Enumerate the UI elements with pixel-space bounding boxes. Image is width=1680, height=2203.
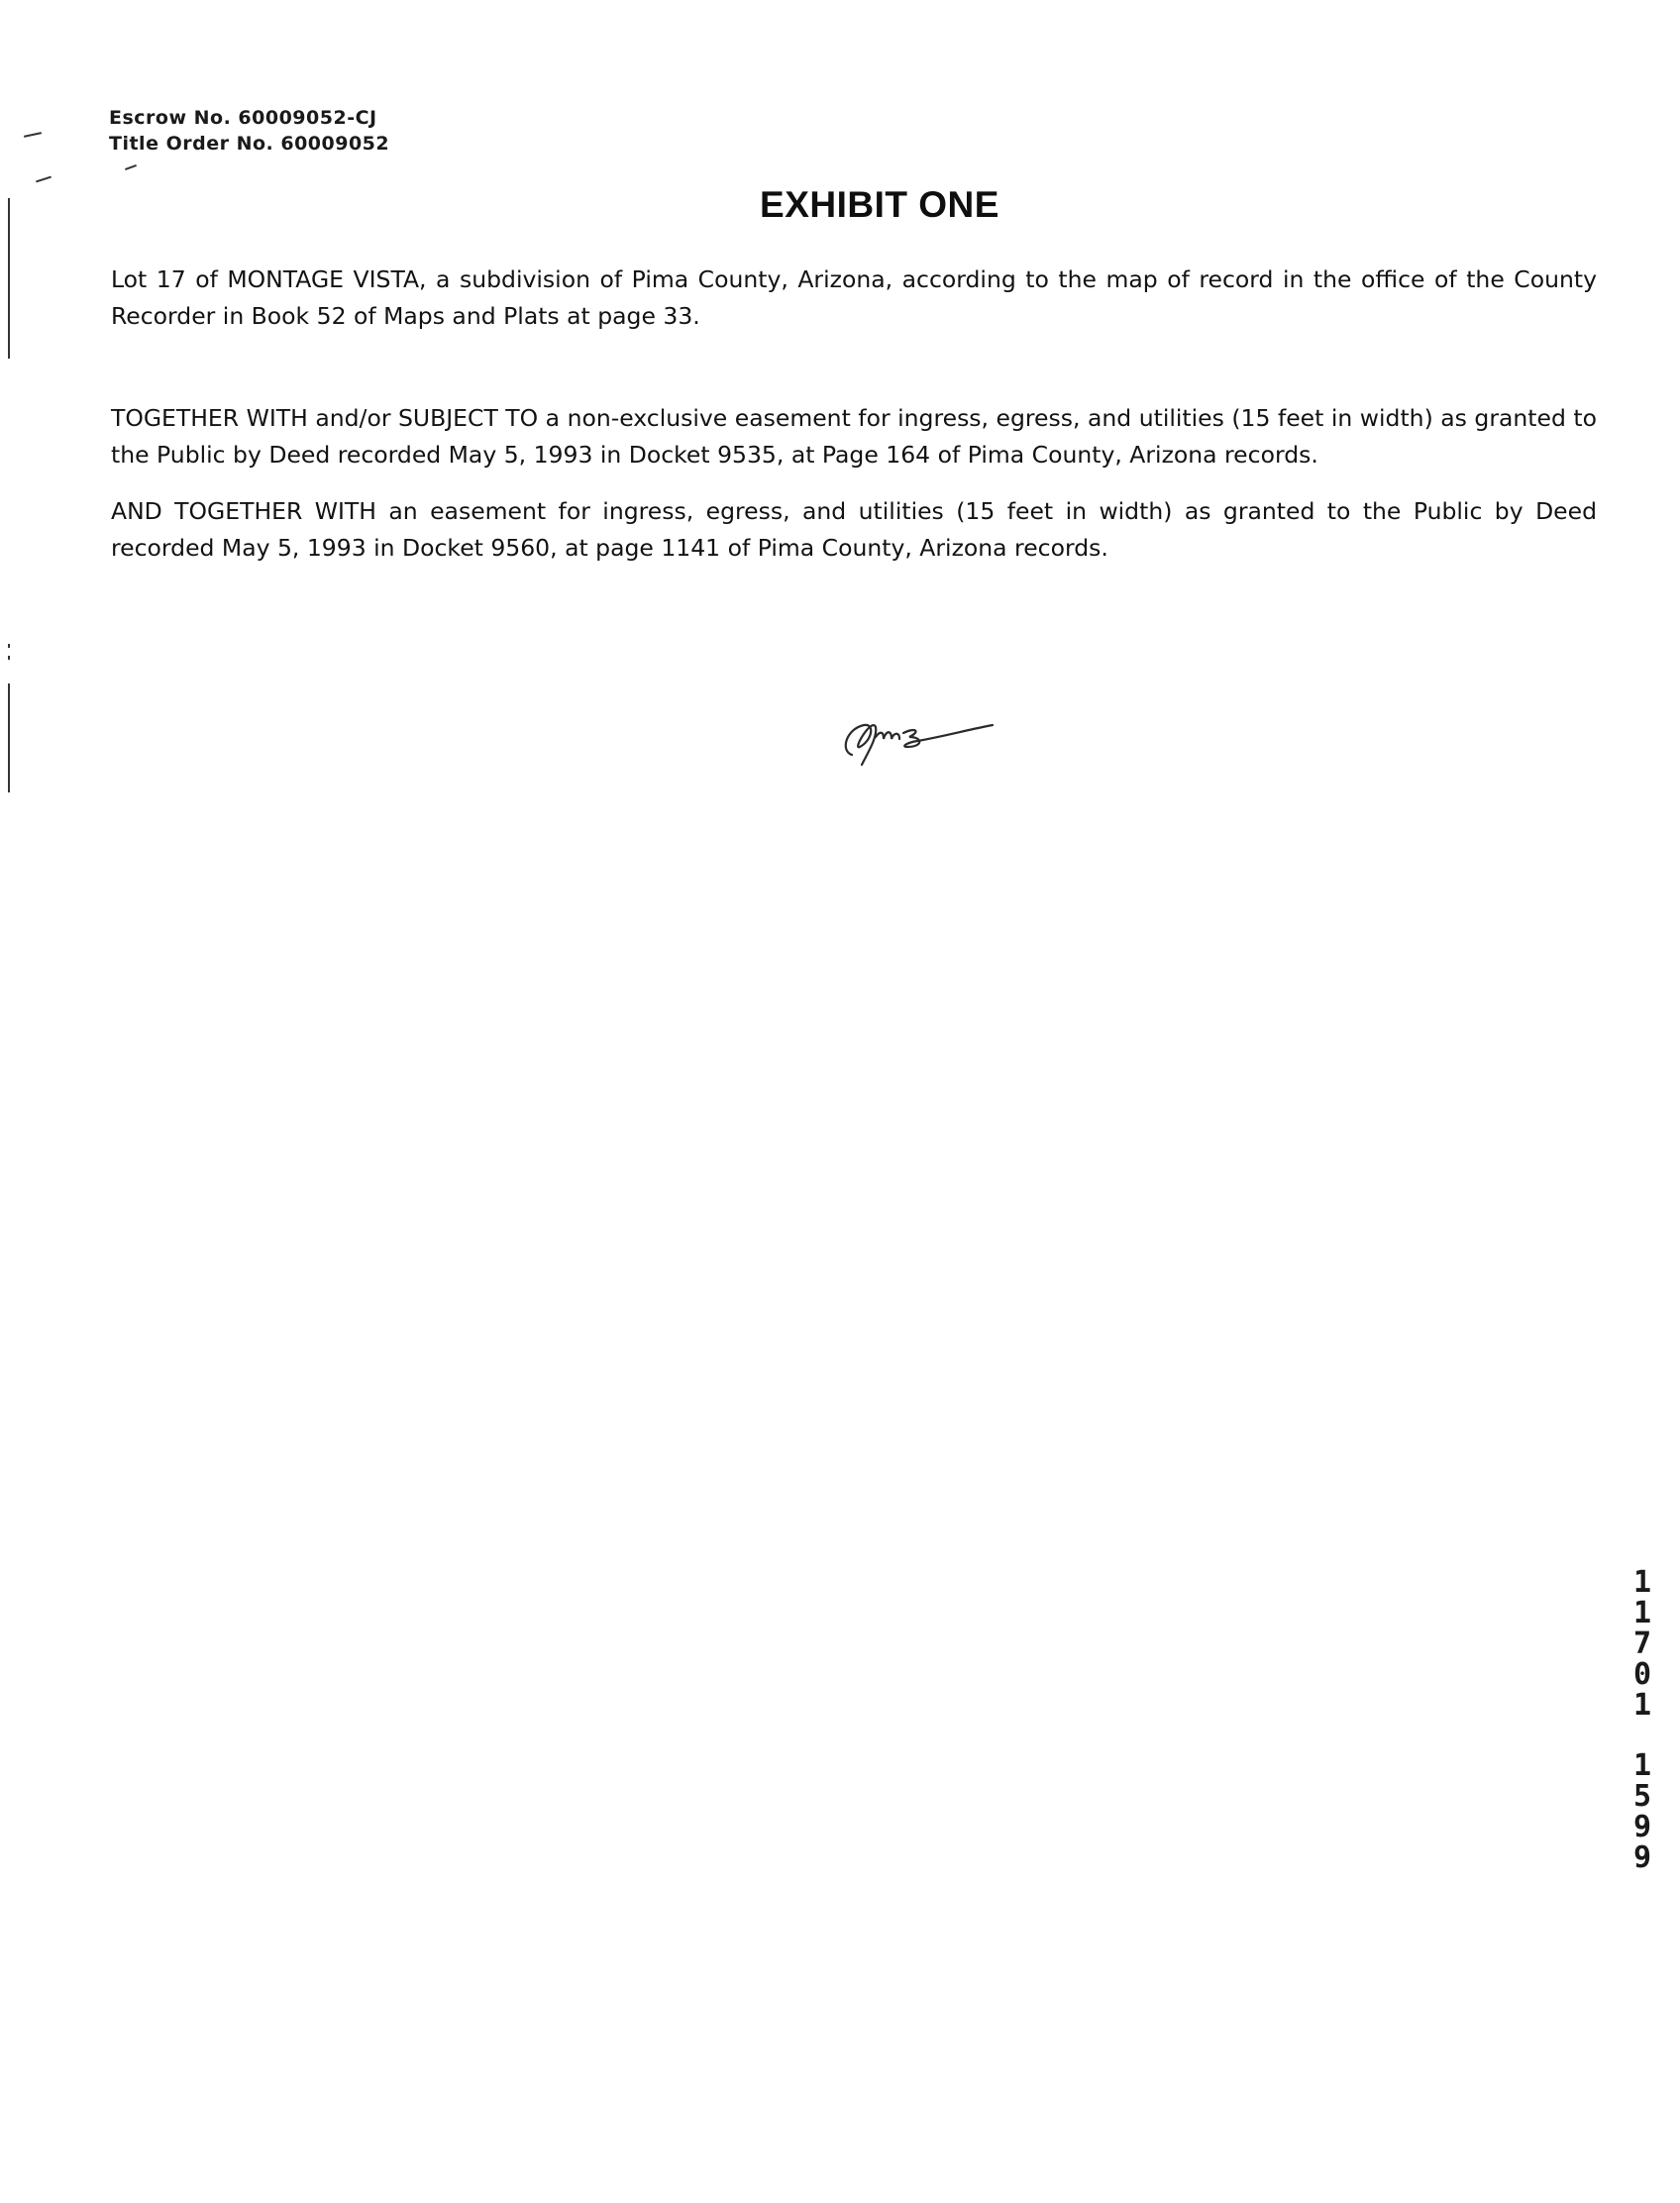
scan-margin-tick — [125, 164, 137, 170]
title-order-number: Title Order No. 60009052 — [109, 133, 390, 155]
page-digit: 1 — [1632, 1748, 1652, 1783]
docket-digit: 1 — [1632, 1688, 1652, 1723]
easement-paragraph-1: TOGETHER WITH and/or SUBJECT TO a non-exclusive easement for ingress, egress, and utilities (15 feet in width) as granted to the Public by Deed recorded May 5, 1993 in Docket 9535, at Page 164 of Pima County, Arizona records. — [111, 404, 1597, 469]
document-title-container — [0, 184, 1680, 226]
scan-margin-dot — [8, 656, 10, 660]
page-digit: 9 — [1632, 1810, 1652, 1844]
handwritten-initials-signature — [832, 707, 1010, 767]
digit-gap — [1625, 1721, 1660, 1750]
document-header — [109, 105, 389, 157]
scan-margin-line — [8, 683, 10, 792]
document-title: EXHIBIT ONE — [760, 184, 999, 225]
easement-paragraph-2: AND TOGETHER WITH an easement for ingress, egress, and utilities (15 feet in width) as granted to the Public by Deed recorded May 5, 1993 in Docket 9560, at page 1141 of Pima County, Arizona records. — [111, 497, 1597, 562]
docket-digit: 7 — [1632, 1626, 1652, 1661]
scan-margin-tick — [24, 132, 42, 138]
recording-number-vertical — [1625, 1567, 1660, 1873]
legal-description-paragraph: Lot 17 of MONTAGE VISTA, a subdivision of Pima County, Arizona, according to the map of record in the office of the County Recorder in Book 52 of Maps and Plats at page 33. — [111, 265, 1597, 330]
page-digit: 5 — [1632, 1779, 1652, 1814]
docket-digit: 0 — [1632, 1657, 1652, 1692]
scan-margin-dot — [8, 644, 10, 648]
docket-digit: 1 — [1632, 1565, 1652, 1600]
escrow-number: Escrow No. 60009052-CJ — [109, 107, 377, 129]
page-digit: 9 — [1632, 1840, 1652, 1875]
docket-digit: 1 — [1632, 1596, 1652, 1630]
scan-margin-tick — [36, 176, 52, 183]
